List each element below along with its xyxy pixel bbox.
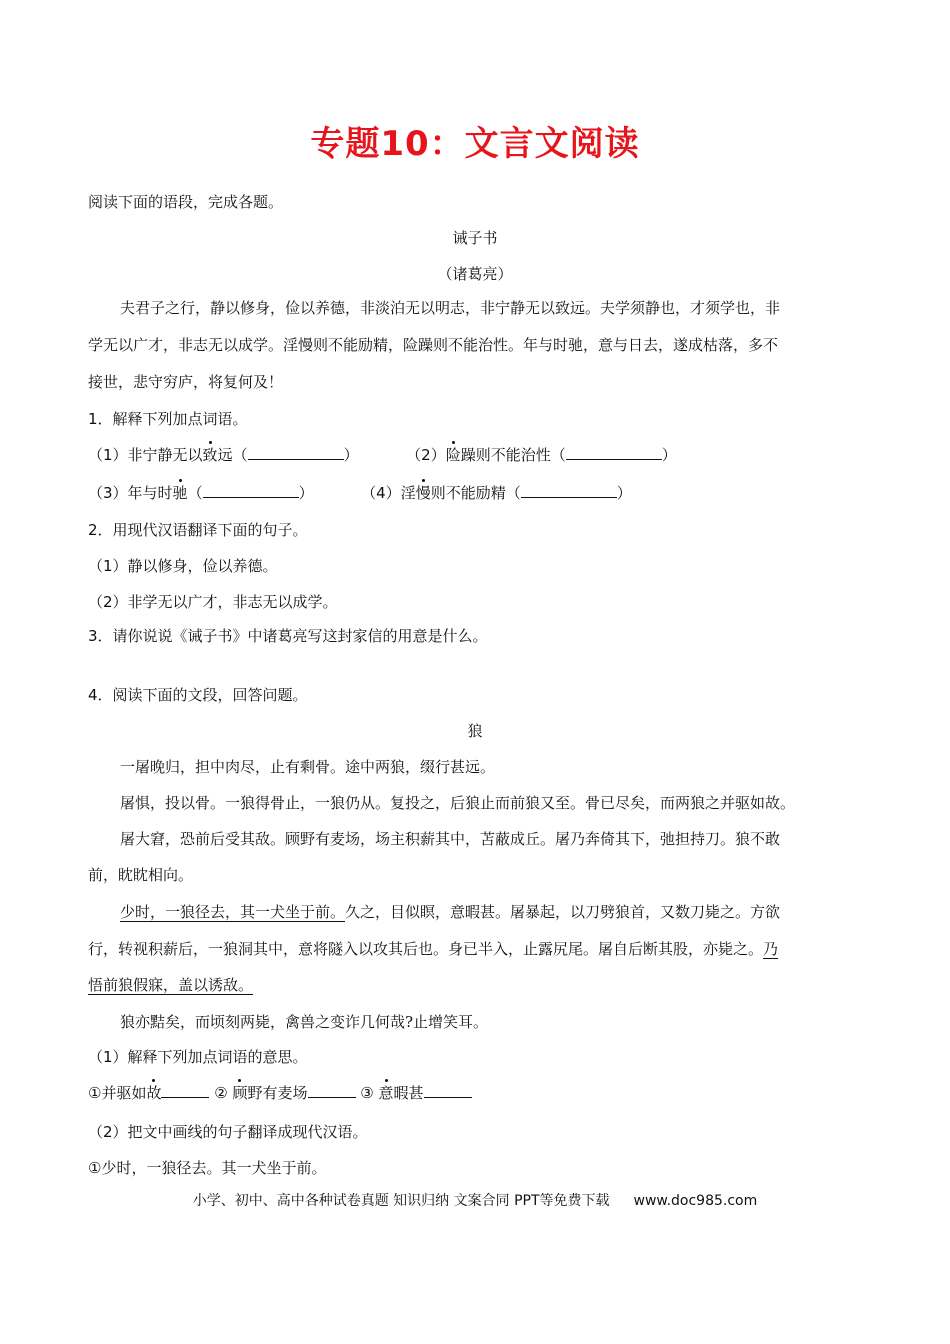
dotted-word: 意 xyxy=(378,1084,394,1102)
text2-para-5: 狼亦黠矣，而顷刻两毙，禽兽之变诈几何哉?止增笑耳。 xyxy=(120,1013,489,1031)
q4-stem: 4．阅读下面的文段，回答问题。 xyxy=(88,686,308,704)
text1-line-2: 学无以广才，非志无以成学。淫慢则不能励精，险躁则不能治性。年与时驰，意与日去，遂成枯落，多不 xyxy=(88,336,779,354)
answer-blank[interactable] xyxy=(566,445,662,460)
text1-author: （诸葛亮） xyxy=(437,265,513,283)
page-title: 专题10：文言文阅读 xyxy=(310,124,640,164)
q1-row-2 xyxy=(88,482,632,504)
underlined-sentence: 少时，一狼径去，其一犬坐于前。 xyxy=(120,903,346,921)
q3-stem: 3．请你说说《诫子书》中诸葛亮写这封家信的用意是什么。 xyxy=(88,627,488,645)
answer-blank[interactable] xyxy=(161,1083,209,1098)
answer-blank[interactable] xyxy=(203,483,299,498)
underlined-sentence: 乃 xyxy=(763,940,779,958)
answer-blank[interactable] xyxy=(308,1083,356,1098)
q1-row-1 xyxy=(88,444,677,466)
q2-stem: 2．用现代汉语翻译下面的句子。 xyxy=(88,521,308,539)
q2-sentence-1: （1）静以修身，俭以养德。 xyxy=(88,557,278,575)
text2-para-1: 一屠晚归，担中肉尽，止有剩骨。途中两狼，缀行甚远。 xyxy=(120,758,496,776)
dotted-word: 险 xyxy=(445,446,461,464)
q1-item4: （4）淫慢则不能励精（ ） xyxy=(361,484,632,502)
text2-para-4c xyxy=(88,974,253,996)
text1-title: 诫子书 xyxy=(452,229,498,247)
q4-sub1-items: ①并驱如故 ② 顾野有麦场 ③ 意暇甚 xyxy=(88,1082,472,1104)
q1-item2: （2）险躁则不能治性（ ） xyxy=(406,446,677,464)
dotted-word: 故 xyxy=(146,1084,162,1102)
underlined-sentence: 悟前狼假寐，盖以诱敌。 xyxy=(88,976,254,994)
q1-stem: 1．解释下列加点词语。 xyxy=(88,410,248,428)
text2-para-3b: 前，眈眈相向。 xyxy=(88,866,194,884)
q4-sub1-stem: （1）解释下列加点词语的意思。 xyxy=(88,1048,308,1066)
text2-para-2: 屠惧，投以骨。一狼得骨止，一狼仍从。复投之，后狼止而前狼又至。骨已尽矣，而两狼之并驱如故。 xyxy=(120,794,796,812)
q1-item3: （3）年与时驰（ ） xyxy=(88,484,314,502)
q4-translate-1: ①少时，一狼径去。其一犬坐于前。 xyxy=(88,1159,327,1177)
dotted-word: 慢 xyxy=(415,484,431,502)
footer-text: 小学、初中、高中各种试卷真题 知识归纳 文案合同 PPT等免费下载 xyxy=(192,1193,610,1209)
text2-para-3a: 屠大窘，恐前后受其敌。顾野有麦场，场主积薪其中，苫蔽成丘。屠乃奔倚其下，弛担持刀。狼不敢 xyxy=(120,830,781,848)
text2-title: 狼 xyxy=(467,722,483,740)
answer-blank[interactable] xyxy=(424,1083,472,1098)
intro-instruction: 阅读下面的语段，完成各题。 xyxy=(88,193,284,211)
text2-para-4a: 少时，一狼径去，其一犬坐于前。久之，目似瞑，意暇甚。屠暴起，以刀劈狼首，又数刀毙之。方欲 xyxy=(120,903,781,921)
q2-sentence-2: （2）非学无以广才，非志无以成学。 xyxy=(88,593,338,611)
q1-item1: （1）非宁静无以致远（ ） xyxy=(88,446,359,464)
text2-para-4b: 行，转视积薪后，一狼洞其中，意将隧入以攻其后也。身已半入，止露尻尾。屠自后断其股，亦毙之。乃 xyxy=(88,940,779,958)
text1-line-1: 夫君子之行，静以修身，俭以养德，非淡泊无以明志，非宁静无以致远。夫学须静也，才须学也，非 xyxy=(120,299,781,317)
answer-blank[interactable] xyxy=(521,483,617,498)
text1-line-3: 接世，悲守穷庐，将复何及！ xyxy=(88,373,284,391)
dotted-word: 顾 xyxy=(232,1084,248,1102)
page-footer xyxy=(0,1190,950,1210)
footer-site-link[interactable]: www.doc985.com xyxy=(633,1193,758,1209)
answer-blank[interactable] xyxy=(248,445,344,460)
q4-sub2-stem: （2）把文中画线的句子翻译成现代汉语。 xyxy=(88,1123,368,1141)
dotted-word: 致 xyxy=(202,446,218,464)
dotted-word: 驰 xyxy=(172,484,188,502)
